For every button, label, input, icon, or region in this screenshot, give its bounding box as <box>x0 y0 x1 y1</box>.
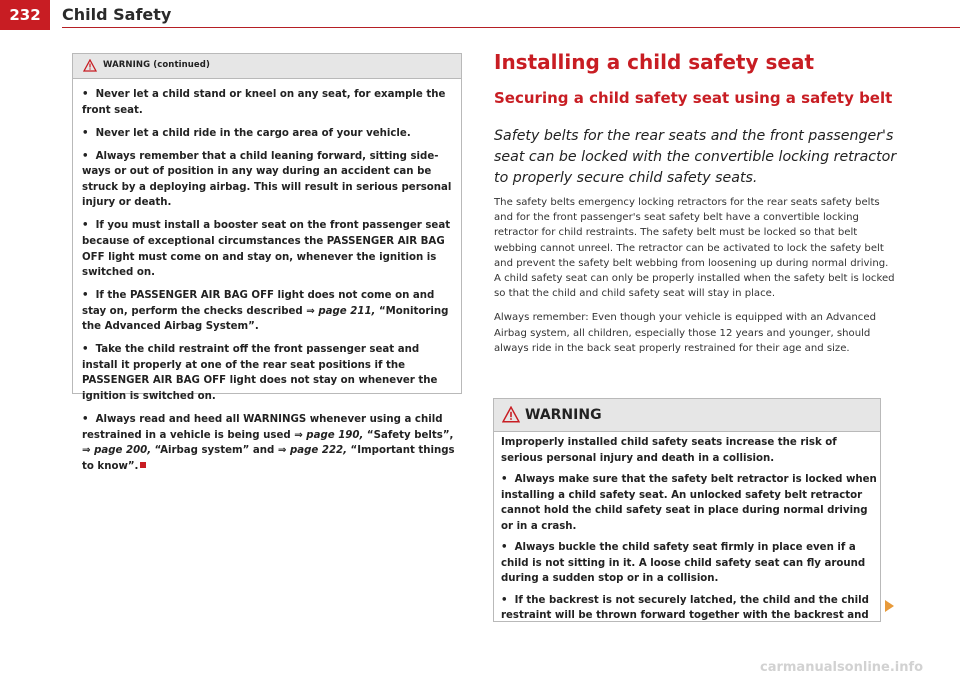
body-text <box>494 195 896 365</box>
warning-triangle-icon <box>83 59 97 72</box>
header-rule <box>62 27 960 28</box>
bullet-item: • Never let a child ride in the cargo area of your vehicle. <box>82 127 411 139</box>
bullet-item: • Take the child restraint off the front passenger seat and install it properly at one of the rear seat positions if the PASSENGER AIR BAG OFF light does not stay on whenever the ignition is switched on. <box>82 344 438 403</box>
paragraph: The safety belts emergency locking retractors for the rear seats safety belts and for the front passenger's seat safety belt have a convertible locking retractor for child restraints. The safety belt must be locked so that belt webbing cannot unreel. The retractor can be activated to lock the safety belt and prevent the safety belt webbing from loosening up during normal driving. A child safety seat can only be properly installed when the safety belt is locked so that the child and child safety seat will stay in place. <box>494 197 895 300</box>
warning-continued-box <box>72 53 462 472</box>
paragraph: Always remember: Even though your vehicle is equipped with an Advanced Airbag system, all children, especially those 12 years and younger, should always ride in the back seat properly restrained for their age and size. <box>494 312 876 354</box>
intro-text: Safety belts for the rear seats and the front passenger's seat can be locked with the convertible locking retractor to properly secure child safety seats. <box>494 128 897 186</box>
section-heading: Installing a child safety seat <box>494 50 815 74</box>
warning-box-title: WARNING (continued) <box>103 60 210 70</box>
warning-box-title: WARNING <box>525 407 602 423</box>
bullet-item: • Always buckle the child safety seat firmly in place even if a child is not sitting in it. A loose child safety seat can fly around during a sudden stop or in a collision. <box>501 542 866 584</box>
bullet-item: • Always make sure that the safety belt retractor is locked when installing a child safety seat. An unlocked safety belt retractor cannot hold the child safety seat in place during normal driving or in a crash. <box>501 474 877 532</box>
bullet-item: • If you must install a booster seat on the front passenger seat because of exceptional circumstances the PASSENGER AIR BAG OFF light must come on and stay on, whenever the ignition is switched on. <box>82 220 451 279</box>
page-reference-link[interactable]: ⇒ page 200, <box>82 445 152 457</box>
bullet-item: • Always remember that a child leaning forward, sitting side-ways or out of position in any way during an accident can be struck by a deploying airbag. This will result in serious personal injury or death. <box>82 150 452 209</box>
warning-box-header <box>494 399 880 432</box>
warning-lead: Improperly installed child safety seats increase the risk of serious personal injury and death in a collision. <box>501 437 837 464</box>
bullet-item: • If the PASSENGER AIR BAG OFF light does not come on and stay on, perform the checks described ⇒ page 211, “Monitoring the Advanced Airbag System”. <box>82 290 449 333</box>
page-header <box>0 0 960 36</box>
warning-box-body <box>82 87 457 482</box>
warning-triangle-icon <box>502 406 520 423</box>
watermark: carmanualsonline.info <box>760 660 924 675</box>
page-reference-link[interactable]: ⇒ page 211, <box>306 305 376 317</box>
bullet-item: • If the backrest is not securely latched, the child and the child restraint will be thrown forward together with the backrest and <box>501 594 869 621</box>
warning-box-header <box>73 54 461 79</box>
end-of-section-marker <box>140 462 146 468</box>
bullet-item: • Never let a child stand or kneel on any seat, for example the front seat. <box>82 89 446 116</box>
section-title: Child Safety <box>62 5 172 24</box>
continue-arrow-icon <box>885 600 894 612</box>
warning-box-body <box>501 435 877 630</box>
warning-box <box>493 398 881 622</box>
page-reference-link[interactable]: ⇒ page 222, <box>277 445 347 457</box>
subsection-heading: Securing a child safety seat using a safety belt <box>494 89 893 107</box>
page-reference-link[interactable]: ⇒ page 190, <box>294 429 364 441</box>
page-number: 232 <box>0 0 50 30</box>
bullet-item: • Always read and heed all WARNINGS whenever using a child restrained in a vehicle is being used ⇒ page 190, “Safety belts”, ⇒ page 200, “Airbag system” and ⇒ page 222, “Important things to know”. <box>82 414 455 472</box>
